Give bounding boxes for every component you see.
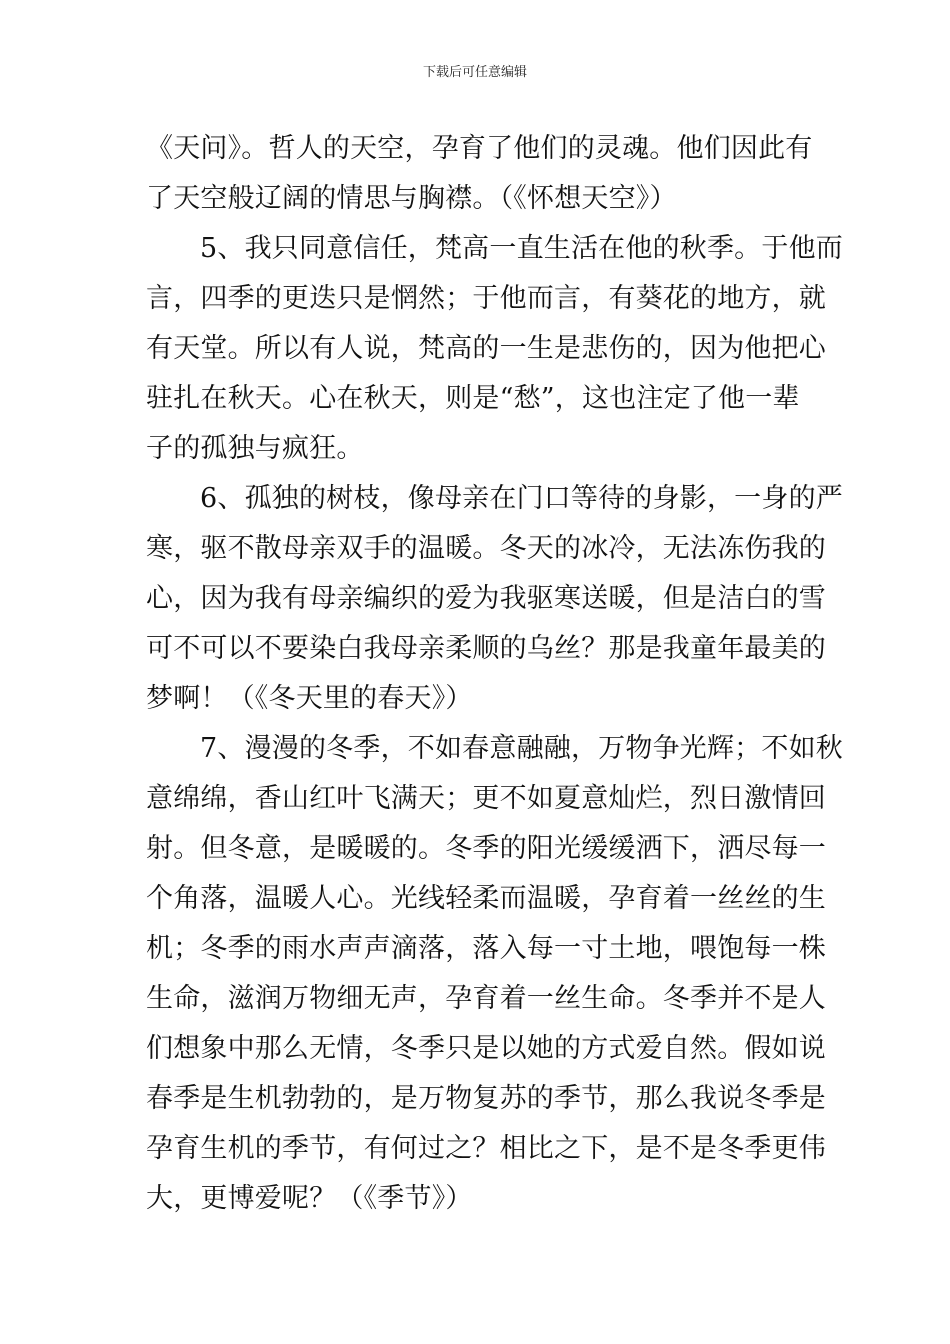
paragraph-5-first-line: 5、我只同意信任，梵高一直生活在他的秋季。于他而 <box>200 233 843 264</box>
body-line: 意绵绵，香山红叶飞满天；更不如夏意灿烂，烈日激情回 <box>146 783 826 814</box>
body-line: 了天空般辽阔的情思与胸襟。（《怀想天空》） <box>146 183 677 214</box>
body-line: 春季是生机勃勃的，是万物复苏的季节，那么我说冬季是 <box>146 1083 826 1114</box>
body-line: 寒，驱不散母亲双手的温暖。冬天的冰冷，无法冻伤我的 <box>146 533 826 564</box>
body-line: 言，四季的更迭只是惘然；于他而言，有葵花的地方，就 <box>146 283 826 314</box>
body-line: 孕育生机的季节，有何过之？相比之下，是不是冬季更伟 <box>146 1133 826 1164</box>
body-line: 个角落，温暖人心。光线轻柔而温暖，孕育着一丝丝的生 <box>146 883 826 914</box>
body-line: 有天堂。所以有人说，梵高的一生是悲伤的，因为他把心 <box>146 333 826 364</box>
paragraph-7-first-line: 7、漫漫的冬季，不如春意融融，万物争光辉；不如秋 <box>200 733 843 764</box>
body-line: 梦啊！（《冬天里的春天》） <box>146 683 473 714</box>
body-line: 大，更博爱呢？（《季节》） <box>146 1183 473 1214</box>
body-line: 子的孤独与疯狂。 <box>146 433 364 464</box>
body-line: 驻扎在秋天。心在秋天，则是“愁”，这也注定了他一辈 <box>146 383 800 414</box>
page-header: 下载后可任意编辑 <box>422 65 527 80</box>
body-line: 心，因为我有母亲编织的爱为我驱寒送暖，但是洁白的雪 <box>146 583 826 614</box>
paragraph-6-first-line: 6、孤独的树枝，像母亲在门口等待的身影，一身的严 <box>200 483 843 514</box>
body-line: 们想象中那么无情，冬季只是以她的方式爱自然。假如说 <box>146 1033 826 1064</box>
body-line: 射。但冬意，是暖暖的。冬季的阳光缓缓洒下，洒尽每一 <box>146 833 826 864</box>
body-line: 可不可以不要染白我母亲柔顺的乌丝？那是我童年最美的 <box>146 633 826 664</box>
body-line: 《天问》。哲人的天空，孕育了他们的灵魂。他们因此有 <box>146 133 813 164</box>
body-line: 机；冬季的雨水声声滴落，落入每一寸土地，喂饱每一株 <box>146 933 826 964</box>
body-line: 生命，滋润万物细无声，孕育着一丝生命。冬季并不是人 <box>146 983 826 1014</box>
